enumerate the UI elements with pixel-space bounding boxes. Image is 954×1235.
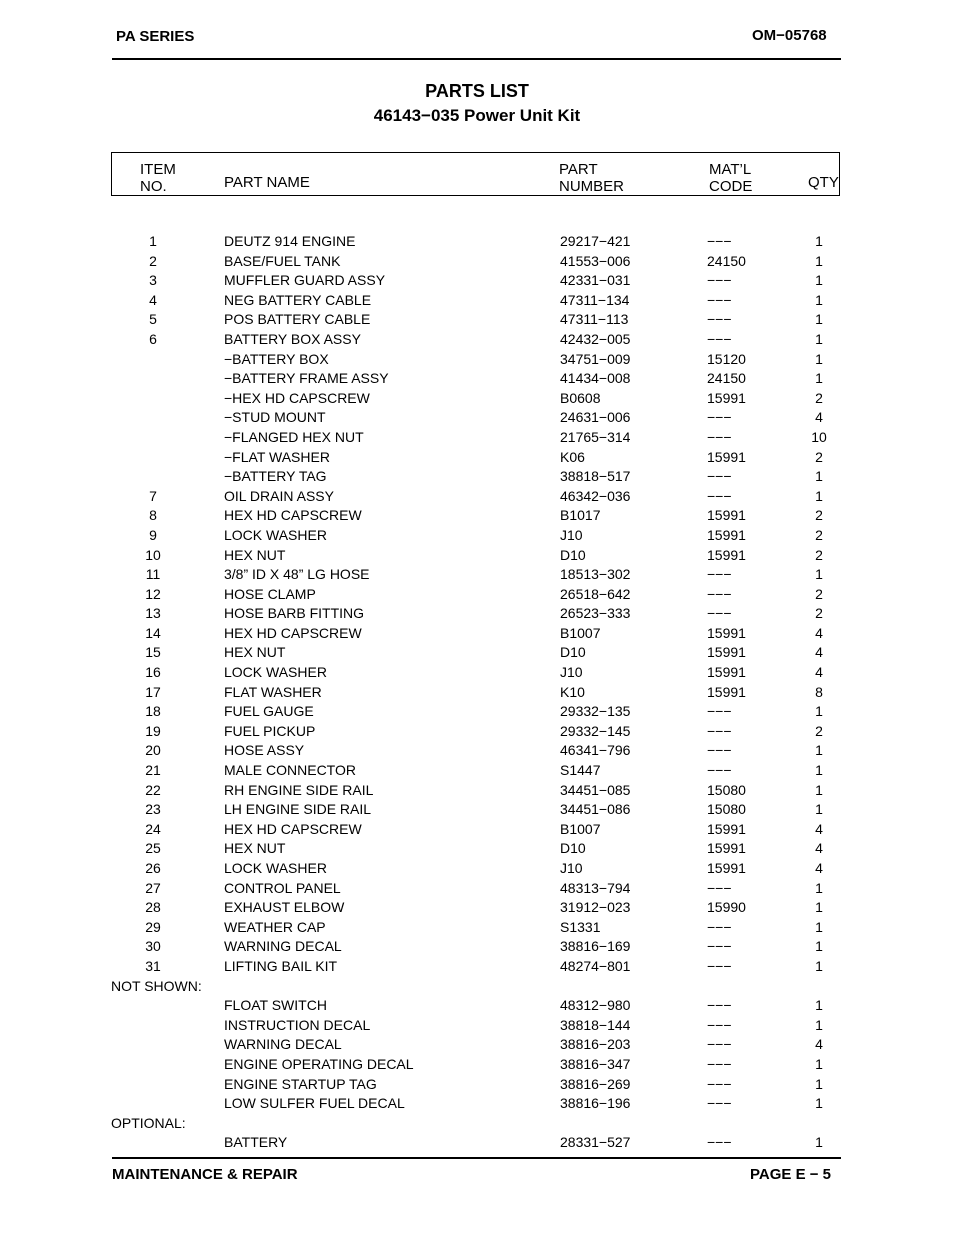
quantity: 1	[815, 272, 823, 289]
material-code: 15991	[707, 624, 746, 641]
material-code: 15990	[707, 899, 746, 916]
material-code: −−−	[707, 311, 732, 328]
quantity: 1	[815, 801, 823, 818]
part-number: 46342−036	[560, 487, 631, 504]
quantity: 1	[815, 566, 823, 583]
part-name: −BATTERY BOX	[224, 350, 329, 367]
part-name: FUEL GAUGE	[224, 703, 314, 720]
table-row	[0, 271, 954, 291]
part-name: LOW SULFER FUEL DECAL	[224, 1095, 405, 1112]
part-number: J10	[560, 526, 583, 543]
part-name: HEX HD CAPSCREW	[224, 624, 362, 641]
part-name: EXHAUST ELBOW	[224, 899, 345, 916]
material-code: 24150	[707, 252, 746, 269]
table-row	[0, 879, 954, 899]
material-code: 15991	[707, 860, 746, 876]
material-code: −−−	[707, 605, 732, 622]
quantity: 1	[815, 742, 823, 759]
part-number: 29217−421	[560, 233, 631, 249]
quantity: 4	[815, 409, 823, 426]
page-number: PAGE E − 5	[750, 1166, 832, 1183]
material-code: −−−	[707, 233, 732, 249]
quantity: 1	[815, 1055, 823, 1072]
material-code: 15991	[707, 448, 746, 465]
part-name: RH ENGINE SIDE RAIL	[224, 781, 374, 798]
material-code: −−−	[707, 468, 732, 485]
parts-table	[0, 232, 954, 1153]
quantity: 1	[815, 311, 823, 328]
item-number: 23	[145, 801, 161, 818]
table-row	[0, 918, 954, 938]
table-row	[0, 350, 954, 370]
table-row	[0, 467, 954, 487]
material-code: 15991	[707, 644, 746, 661]
material-code: 15991	[707, 526, 746, 543]
part-number: K06	[560, 448, 585, 465]
material-code: 15991	[707, 389, 746, 406]
table-row	[0, 1075, 954, 1095]
column-header-box	[111, 152, 840, 196]
part-name: HEX NUT	[224, 546, 286, 563]
part-number: 34451−085	[560, 781, 631, 798]
part-number: 38818−144	[560, 1016, 631, 1033]
quantity: 4	[815, 820, 823, 837]
part-number: 34751−009	[560, 350, 631, 367]
table-row	[0, 859, 954, 879]
part-name: LOCK WASHER	[224, 664, 327, 681]
material-code: 15080	[707, 781, 746, 798]
part-number: 21765−314	[560, 428, 631, 445]
table-row	[0, 565, 954, 585]
quantity: 4	[815, 644, 823, 661]
part-name: HEX NUT	[224, 840, 286, 857]
col-item-line2: NO.	[140, 178, 167, 195]
quantity: 2	[815, 546, 823, 563]
material-code: 15991	[707, 683, 746, 700]
part-name: HEX HD CAPSCREW	[224, 820, 362, 837]
quantity: 1	[815, 938, 823, 955]
item-number: 10	[145, 546, 161, 563]
part-name: MUFFLER GUARD ASSY	[224, 272, 386, 289]
material-code: 15991	[707, 507, 746, 524]
part-name: LOCK WASHER	[224, 860, 327, 876]
quantity: 2	[815, 526, 823, 543]
material-code: −−−	[707, 272, 732, 289]
material-code: −−−	[707, 997, 732, 1014]
part-name: −FLAT WASHER	[224, 448, 330, 465]
quantity: 2	[815, 448, 823, 465]
quantity: 1	[815, 350, 823, 367]
item-number: 5	[149, 311, 157, 328]
part-name: HOSE BARB FITTING	[224, 605, 365, 622]
part-number: 46341−796	[560, 742, 631, 759]
item-number: 11	[145, 566, 161, 583]
material-code: −−−	[707, 957, 732, 974]
col-part-name: PART NAME	[224, 174, 310, 191]
part-number: D10	[560, 644, 586, 661]
part-number: 38816−347	[560, 1055, 631, 1072]
quantity: 1	[815, 233, 823, 249]
part-name: −STUD MOUNT	[224, 409, 326, 426]
part-name: LIFTING BAIL KIT	[224, 957, 338, 974]
item-number: 17	[145, 683, 161, 700]
material-code: −−−	[707, 409, 732, 426]
table-row	[0, 487, 954, 507]
part-number: 48312−980	[560, 997, 631, 1014]
material-code: −−−	[707, 1016, 732, 1033]
material-code: −−−	[707, 1095, 732, 1112]
item-number: 2	[149, 252, 157, 269]
material-code: −−−	[707, 938, 732, 955]
table-row	[0, 506, 954, 526]
material-code: −−−	[707, 742, 732, 759]
part-name: −FLANGED HEX NUT	[224, 428, 364, 445]
quantity: 1	[815, 468, 823, 485]
part-name: 3/8” ID X 48” LG HOSE	[224, 566, 370, 583]
part-number: 29332−135	[560, 703, 631, 720]
material-code: −−−	[707, 1055, 732, 1072]
table-row	[0, 1094, 954, 1114]
part-number: 38816−169	[560, 938, 631, 955]
item-number: 7	[149, 487, 157, 504]
material-code: −−−	[707, 722, 732, 739]
quantity: 1	[815, 918, 823, 935]
table-row	[0, 624, 954, 644]
part-name: NEG BATTERY CABLE	[224, 291, 372, 308]
part-number: 28331−527	[560, 1134, 631, 1151]
material-code: −−−	[707, 918, 732, 935]
item-number: 3	[149, 272, 157, 289]
quantity: 2	[815, 507, 823, 524]
table-row	[0, 604, 954, 624]
col-part-line1: PART	[559, 161, 598, 178]
part-name: BASE/FUEL TANK	[224, 252, 341, 269]
table-row	[0, 643, 954, 663]
section-heading: OPTIONAL:	[111, 1114, 186, 1131]
item-number: 16	[145, 664, 161, 681]
table-row	[0, 585, 954, 605]
quantity: 1	[815, 291, 823, 308]
material-code: −−−	[707, 487, 732, 504]
part-number: 18513−302	[560, 566, 631, 583]
table-row	[0, 683, 954, 703]
section-heading: NOT SHOWN:	[111, 977, 202, 994]
material-code: −−−	[707, 1134, 732, 1151]
quantity: 2	[815, 585, 823, 602]
table-row	[0, 1055, 954, 1075]
item-number: 13	[145, 605, 161, 622]
part-number: 34451−086	[560, 801, 631, 818]
col-qty: QTY	[808, 174, 839, 191]
material-code: 15991	[707, 664, 746, 681]
part-name: −HEX HD CAPSCREW	[224, 389, 370, 406]
item-number: 31	[145, 957, 161, 974]
section-heading-row	[0, 977, 954, 997]
table-row	[0, 1016, 954, 1036]
part-name: INSTRUCTION DECAL	[224, 1016, 371, 1033]
material-code: −−−	[707, 879, 732, 896]
section-label: MAINTENANCE & REPAIR	[112, 1166, 298, 1183]
material-code: 15120	[707, 350, 746, 367]
item-number: 12	[145, 585, 161, 602]
part-number: J10	[560, 664, 583, 681]
item-number: 24	[145, 820, 161, 837]
part-name: HEX HD CAPSCREW	[224, 507, 362, 524]
quantity: 1	[815, 1095, 823, 1112]
quantity: 4	[815, 860, 823, 876]
table-row	[0, 310, 954, 330]
material-code: 15991	[707, 820, 746, 837]
table-row	[0, 448, 954, 468]
part-number: 29332−145	[560, 722, 631, 739]
part-number: B1007	[560, 624, 601, 641]
quantity: 1	[815, 879, 823, 896]
material-code: 24150	[707, 370, 746, 387]
part-number: 48313−794	[560, 879, 631, 896]
table-row	[0, 702, 954, 722]
quantity: 2	[815, 389, 823, 406]
part-number: 26523−333	[560, 605, 631, 622]
table-row	[0, 428, 954, 448]
table-row	[0, 781, 954, 801]
quantity: 4	[815, 624, 823, 641]
item-number: 27	[145, 879, 161, 896]
part-name: HOSE ASSY	[224, 742, 305, 759]
table-row	[0, 839, 954, 859]
part-number: 42432−005	[560, 330, 631, 347]
series-label: PA SERIES	[116, 28, 195, 45]
part-number: B1017	[560, 507, 601, 524]
part-name: MALE CONNECTOR	[224, 762, 356, 779]
item-number: 1	[149, 233, 157, 249]
page-title: PARTS LIST	[425, 81, 529, 101]
table-row	[0, 996, 954, 1016]
quantity: 1	[815, 1016, 823, 1033]
item-number: 14	[145, 624, 161, 641]
part-name: FUEL PICKUP	[224, 722, 316, 739]
item-number: 21	[145, 762, 161, 779]
part-number: 24631−006	[560, 409, 631, 426]
part-number: D10	[560, 840, 586, 857]
part-name: BATTERY BOX ASSY	[224, 330, 361, 347]
part-number: 38816−269	[560, 1075, 631, 1092]
part-name: ENGINE OPERATING DECAL	[224, 1055, 414, 1072]
part-name: LH ENGINE SIDE RAIL	[224, 801, 372, 818]
quantity: 1	[815, 1134, 823, 1151]
quantity: 1	[815, 252, 823, 269]
part-number: 47311−134	[560, 291, 630, 308]
part-number: 47311−113	[560, 311, 629, 328]
part-name: FLOAT SWITCH	[224, 997, 327, 1014]
quantity: 10	[811, 428, 827, 445]
material-code: −−−	[707, 703, 732, 720]
quantity: 4	[815, 840, 823, 857]
part-name: −BATTERY FRAME ASSY	[224, 370, 389, 387]
col-mat-line2: CODE	[709, 178, 753, 195]
item-number: 28	[145, 899, 161, 916]
part-number: B1007	[560, 820, 601, 837]
table-row	[0, 526, 954, 546]
part-name: WARNING DECAL	[224, 1036, 342, 1053]
table-row	[0, 1133, 954, 1153]
quantity: 4	[815, 1036, 823, 1053]
part-number: K10	[560, 683, 585, 700]
page-subtitle: 46143−035 Power Unit Kit	[373, 106, 581, 125]
quantity: 1	[815, 1075, 823, 1092]
material-code: −−−	[707, 330, 732, 347]
part-number: 48274−801	[560, 957, 631, 974]
item-number: 8	[149, 507, 157, 524]
material-code: −−−	[707, 762, 732, 779]
table-row	[0, 663, 954, 683]
part-number: 38816−203	[560, 1036, 631, 1053]
table-row	[0, 1035, 954, 1055]
material-code: −−−	[707, 291, 732, 308]
table-row	[0, 389, 954, 409]
quantity: 1	[815, 487, 823, 504]
col-mat-line1: MAT’L	[709, 161, 752, 178]
item-number: 30	[145, 938, 161, 955]
material-code: 15991	[707, 546, 746, 563]
part-name: POS BATTERY CABLE	[224, 311, 371, 328]
material-code: 15991	[707, 840, 746, 857]
item-number: 26	[145, 860, 161, 876]
item-number: 25	[145, 840, 161, 857]
material-code: −−−	[707, 428, 732, 445]
part-name: HEX NUT	[224, 644, 286, 661]
table-row	[0, 800, 954, 820]
part-number: 42331−031	[560, 272, 631, 289]
quantity: 1	[815, 899, 823, 916]
part-number: 31912−023	[560, 899, 631, 916]
quantity: 8	[815, 683, 823, 700]
table-row	[0, 957, 954, 977]
footer-rule	[112, 1157, 841, 1159]
item-number: 20	[145, 742, 161, 759]
table-row	[0, 722, 954, 742]
table-row	[0, 252, 954, 272]
part-name: HOSE CLAMP	[224, 585, 316, 602]
material-code: −−−	[707, 1036, 732, 1053]
quantity: 1	[815, 703, 823, 720]
table-row	[0, 291, 954, 311]
item-number: 19	[145, 722, 161, 739]
item-number: 29	[145, 918, 161, 935]
item-number: 15	[145, 644, 161, 661]
part-name: DEUTZ 914 ENGINE	[224, 233, 356, 249]
table-row	[0, 761, 954, 781]
part-number: B0608	[560, 389, 601, 406]
part-number: 26518−642	[560, 585, 631, 602]
part-number: 41434−008	[560, 370, 631, 387]
quantity: 4	[815, 664, 823, 681]
part-number: S1447	[560, 762, 601, 779]
table-row	[0, 820, 954, 840]
quantity: 1	[815, 997, 823, 1014]
part-name: BATTERY	[224, 1134, 288, 1151]
item-number: 9	[149, 526, 157, 543]
header-rule	[112, 58, 841, 60]
item-number: 4	[149, 291, 157, 308]
part-name: ENGINE STARTUP TAG	[224, 1075, 377, 1092]
item-number: 22	[145, 781, 161, 798]
part-name: CONTROL PANEL	[224, 879, 341, 896]
item-number: 18	[145, 703, 161, 720]
part-name: WARNING DECAL	[224, 938, 342, 955]
table-row	[0, 232, 954, 252]
part-number: J10	[560, 860, 583, 876]
col-item-line1: ITEM	[140, 161, 176, 178]
quantity: 1	[815, 330, 823, 347]
part-number: 38818−517	[560, 468, 631, 485]
quantity: 1	[815, 370, 823, 387]
quantity: 2	[815, 605, 823, 622]
quantity: 1	[815, 957, 823, 974]
table-row	[0, 546, 954, 566]
table-row	[0, 408, 954, 428]
col-part-line2: NUMBER	[559, 178, 625, 195]
material-code: −−−	[707, 585, 732, 602]
quantity: 1	[815, 762, 823, 779]
material-code: −−−	[707, 1075, 732, 1092]
part-number: S1331	[560, 918, 601, 935]
material-code: 15080	[707, 801, 746, 818]
quantity: 1	[815, 781, 823, 798]
material-code: −−−	[707, 566, 732, 583]
table-row	[0, 898, 954, 918]
part-name: WEATHER CAP	[224, 918, 326, 935]
section-heading-row	[0, 1114, 954, 1134]
part-name: LOCK WASHER	[224, 526, 327, 543]
part-number: 41553−006	[560, 252, 631, 269]
table-row	[0, 330, 954, 350]
part-number: 38816−196	[560, 1095, 631, 1112]
quantity: 2	[815, 722, 823, 739]
part-number: D10	[560, 546, 586, 563]
part-name: FLAT WASHER	[224, 683, 322, 700]
table-row	[0, 369, 954, 389]
table-row	[0, 741, 954, 761]
part-name: OIL DRAIN ASSY	[224, 487, 334, 504]
item-number: 6	[149, 330, 157, 347]
table-row	[0, 937, 954, 957]
part-name: −BATTERY TAG	[224, 468, 327, 485]
document-number: OM−05768	[752, 27, 827, 44]
